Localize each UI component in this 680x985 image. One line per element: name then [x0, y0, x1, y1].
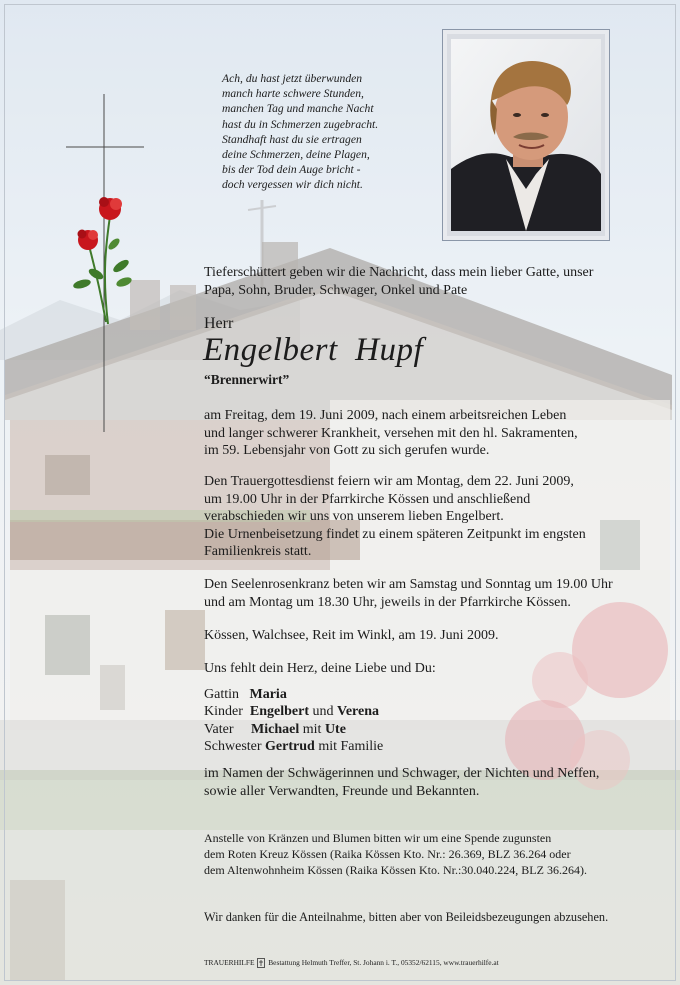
poem-line: manch harte schwere Stunden, — [222, 87, 364, 101]
text-line: dem Roten Kreuz Kössen (Raika Kössen Kto. Nr.: 26.369, BLZ 36.264 oder — [204, 847, 571, 862]
role-label: Kinder — [204, 704, 243, 720]
family-row-father — [204, 721, 383, 738]
salutation: Herr — [204, 315, 234, 332]
missing-line — [204, 660, 654, 678]
family-row-children — [204, 703, 383, 720]
cross-with-roses-icon — [66, 94, 146, 434]
text-line: und am Montag um 18.30 Uhr, jeweils in der Pfarrkirche Kössen. — [204, 594, 571, 610]
death-notice — [204, 407, 654, 460]
family-member: Gertrud — [265, 738, 315, 754]
nickname: “Brennerwirt” — [204, 372, 290, 387]
portrait-frame — [442, 29, 610, 241]
announcement-line: Papa, Sohn, Bruder, Schwager, Onkel und Pate — [204, 283, 468, 298]
text-line: im 59. Lebensjahr von Gott zu sich gerufen wurde. — [204, 443, 490, 459]
announcement-line: Tieferschüttert geben wir die Nachricht, dass mein lieber Gatte, unser — [204, 265, 594, 280]
text-line: dem Altenwohnheim Kössen (Raika Kössen Kto. Nr.:30.040.224, BLZ 36.264). — [204, 863, 587, 878]
family-member: Maria — [249, 687, 287, 702]
role-label: Vater — [204, 721, 234, 737]
portrait-photo — [451, 39, 601, 231]
deceased-name: Engelbert Hupf — [203, 332, 424, 368]
family-member: Engelbert — [249, 704, 309, 720]
text-line: Den Trauergottesdienst feiern wir am Montag, dem 22. Juni 2009, — [204, 474, 574, 489]
text-line: Kössen, Walchsee, Reit im Winkl, am 19. Juni 2009. — [204, 628, 499, 643]
family-member: Verena — [337, 704, 379, 720]
text-line: um 19.00 Uhr in der Pfarrkirche Kössen und anschließend — [204, 491, 531, 507]
text-line: am Freitag, dem 19. Juni 2009, nach einem arbeitsreichen Leben — [204, 408, 567, 423]
text-line: im Namen der Schwägerinnen und Schwager, der Nichten und Neffen, — [204, 766, 600, 781]
funeral-logo-icon — [257, 958, 265, 968]
thanks-note: Wir danken für die Anteilnahme, bitten aber von Beileidsbezeugungen abzusehen. — [204, 910, 609, 924]
footer — [204, 958, 499, 968]
announcement — [204, 264, 644, 300]
poem-line: Standhaft hast du sie ertragen — [222, 132, 362, 146]
text-line: Uns fehlt dein Herz, deine Liebe und Du: — [204, 661, 436, 676]
family-member: Ute — [324, 721, 346, 737]
poem — [222, 71, 437, 193]
poem-line: manchen Tag und manche Nacht — [222, 102, 374, 116]
family-row-wife — [204, 686, 383, 703]
poem-line: Ach, du hast jetzt überwunden — [222, 72, 363, 85]
role-label: Schwester — [204, 738, 262, 754]
footer-text: Bestattung Helmuth Treffer, St. Johann i. T., 05352/62115, www.trauerhilfe.at — [268, 958, 499, 967]
family-list — [204, 686, 383, 755]
relatives — [204, 765, 654, 800]
text-line: Die Urnenbeisetzung findet zu einem späteren Zeitpunkt im engsten — [204, 526, 586, 542]
donation-request — [204, 830, 587, 879]
footer-brand: TRAUERHILFE — [204, 958, 255, 967]
connector: mit — [302, 721, 322, 737]
text-line: sowie aller Verwandten, Freunde und Bekannten. — [204, 783, 480, 799]
connector: und — [312, 704, 334, 720]
text-line: Den Seelenrosenkranz beten wir am Samstag und Sonntag um 19.00 Uhr — [204, 577, 613, 592]
role-label: Gattin — [204, 687, 239, 702]
funeral-info — [204, 473, 654, 561]
rosary-info — [204, 576, 654, 611]
connector: mit Familie — [318, 738, 384, 754]
text-line: Familienkreis statt. — [204, 544, 312, 560]
family-member: Michael — [251, 721, 300, 737]
place-date — [204, 627, 654, 645]
text-line: verabschieden wir uns von unserem lieben Engelbert. — [204, 509, 504, 525]
poem-line: deine Schmerzen, deine Plagen, — [222, 148, 370, 162]
text-line: und langer schwerer Krankheit, versehen mit den hl. Sakramenten, — [204, 425, 578, 441]
poem-line: bis der Tod dein Auge bricht - — [222, 163, 361, 177]
text-line: Anstelle von Kränzen und Blumen bitten wir um eine Spende zugunsten — [204, 831, 552, 845]
family-row-sister — [204, 738, 383, 755]
poem-line: hast du in Schmerzen zugebracht. — [222, 117, 379, 131]
poem-line: doch vergessen wir dich nicht. — [222, 178, 363, 192]
